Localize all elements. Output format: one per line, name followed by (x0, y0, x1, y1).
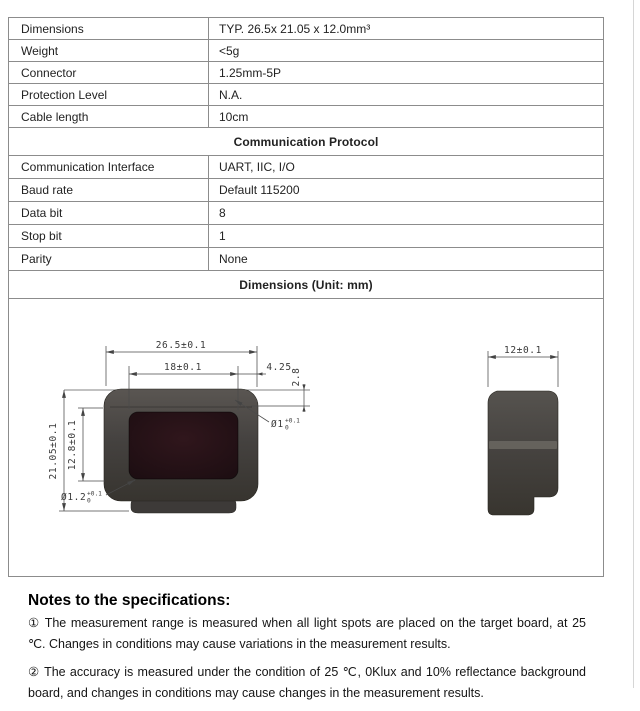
callout-tol-lower: 0 (285, 424, 289, 432)
row-value: Default 115200 (219, 183, 300, 197)
protocol-row-parity (9, 248, 603, 271)
dim-window-height (67, 408, 105, 481)
row-label: Stop bit (9, 225, 209, 247)
side-view-body (488, 391, 558, 515)
specification-table (8, 17, 604, 577)
callout-tol-lower: 0 (87, 497, 91, 505)
side-view-device (488, 391, 558, 515)
row-label: Weight (9, 40, 209, 61)
row-label: Cable length (9, 106, 209, 127)
side-view-band (489, 441, 557, 449)
row-label: Baud rate (9, 179, 209, 201)
row-label: Connector (9, 62, 209, 83)
section-header-dimensions: Dimensions (Unit: mm) (9, 271, 603, 299)
spec-row-connector (9, 62, 603, 84)
technical-drawing (9, 299, 601, 574)
dim-right-offset (238, 362, 292, 376)
notes-section (28, 592, 586, 711)
page-edge-line (633, 0, 634, 688)
callout-tol-upper: +0.1 (285, 417, 300, 425)
dim-text-window-width: 18±0.1 (164, 362, 202, 373)
row-value: 8 (219, 206, 226, 220)
row-value: TYP. 26.5x 21.05 x 12.0mm³ (219, 21, 371, 36)
row-label: Communication Interface (9, 156, 209, 178)
dim-text-overall-width: 26.5±0.1 (155, 340, 207, 351)
row-label: Dimensions (9, 18, 209, 39)
row-label: Data bit (9, 202, 209, 224)
spec-row-cable-length (9, 106, 603, 128)
callout-text-corner-radius: Ø1.2 (61, 492, 87, 503)
dim-text-overall-height: 21.05±0.1 (48, 422, 59, 480)
front-view-window (129, 412, 238, 479)
protocol-row-baud-rate (9, 179, 603, 202)
dim-text-window-height: 12.8±0.1 (67, 419, 78, 471)
section-header-communication-protocol: Communication Protocol (9, 128, 603, 156)
row-label: Parity (9, 248, 209, 270)
row-value: None (219, 252, 248, 266)
dimension-drawing-cell (9, 299, 603, 576)
notes-heading: Notes to the specifications: (28, 592, 231, 609)
protocol-row-interface (9, 156, 603, 179)
protocol-row-stop-bit (9, 225, 603, 248)
dim-text-right-offset: 4.25 (266, 362, 292, 373)
row-label: Protection Level (9, 84, 209, 105)
spec-row-protection-level (9, 84, 603, 106)
row-value: UART, IIC, I/O (219, 160, 295, 174)
dim-depth (488, 345, 558, 387)
spec-row-weight (9, 40, 603, 62)
dim-text-depth: 12±0.1 (504, 345, 542, 356)
row-value: 10cm (219, 109, 249, 124)
row-value: N.A. (219, 87, 243, 102)
callout-text-fillet-radius: Ø1 (271, 419, 284, 430)
dim-text-top-edge: 2.8 (291, 367, 302, 387)
note-item-1: ① The measurement range is measured when all light spots are placed on the target board, at 25 ℃. Changes in conditions may cause variations in the measurement results. (28, 616, 586, 651)
row-value: <5g (219, 43, 240, 58)
protocol-row-data-bit (9, 202, 603, 225)
row-value: 1.25mm-5P (219, 65, 282, 80)
callout-tol-upper: +0.1 (87, 490, 102, 498)
spec-row-dimensions (9, 18, 603, 40)
note-item-2: ② The accuracy is measured under the condition of 25 ℃, 0Klux and 10% reflectance background board, and changes in conditions may cause changes in the measurement results. (28, 665, 586, 700)
front-view-device (104, 389, 258, 513)
row-value: 1 (219, 229, 226, 243)
